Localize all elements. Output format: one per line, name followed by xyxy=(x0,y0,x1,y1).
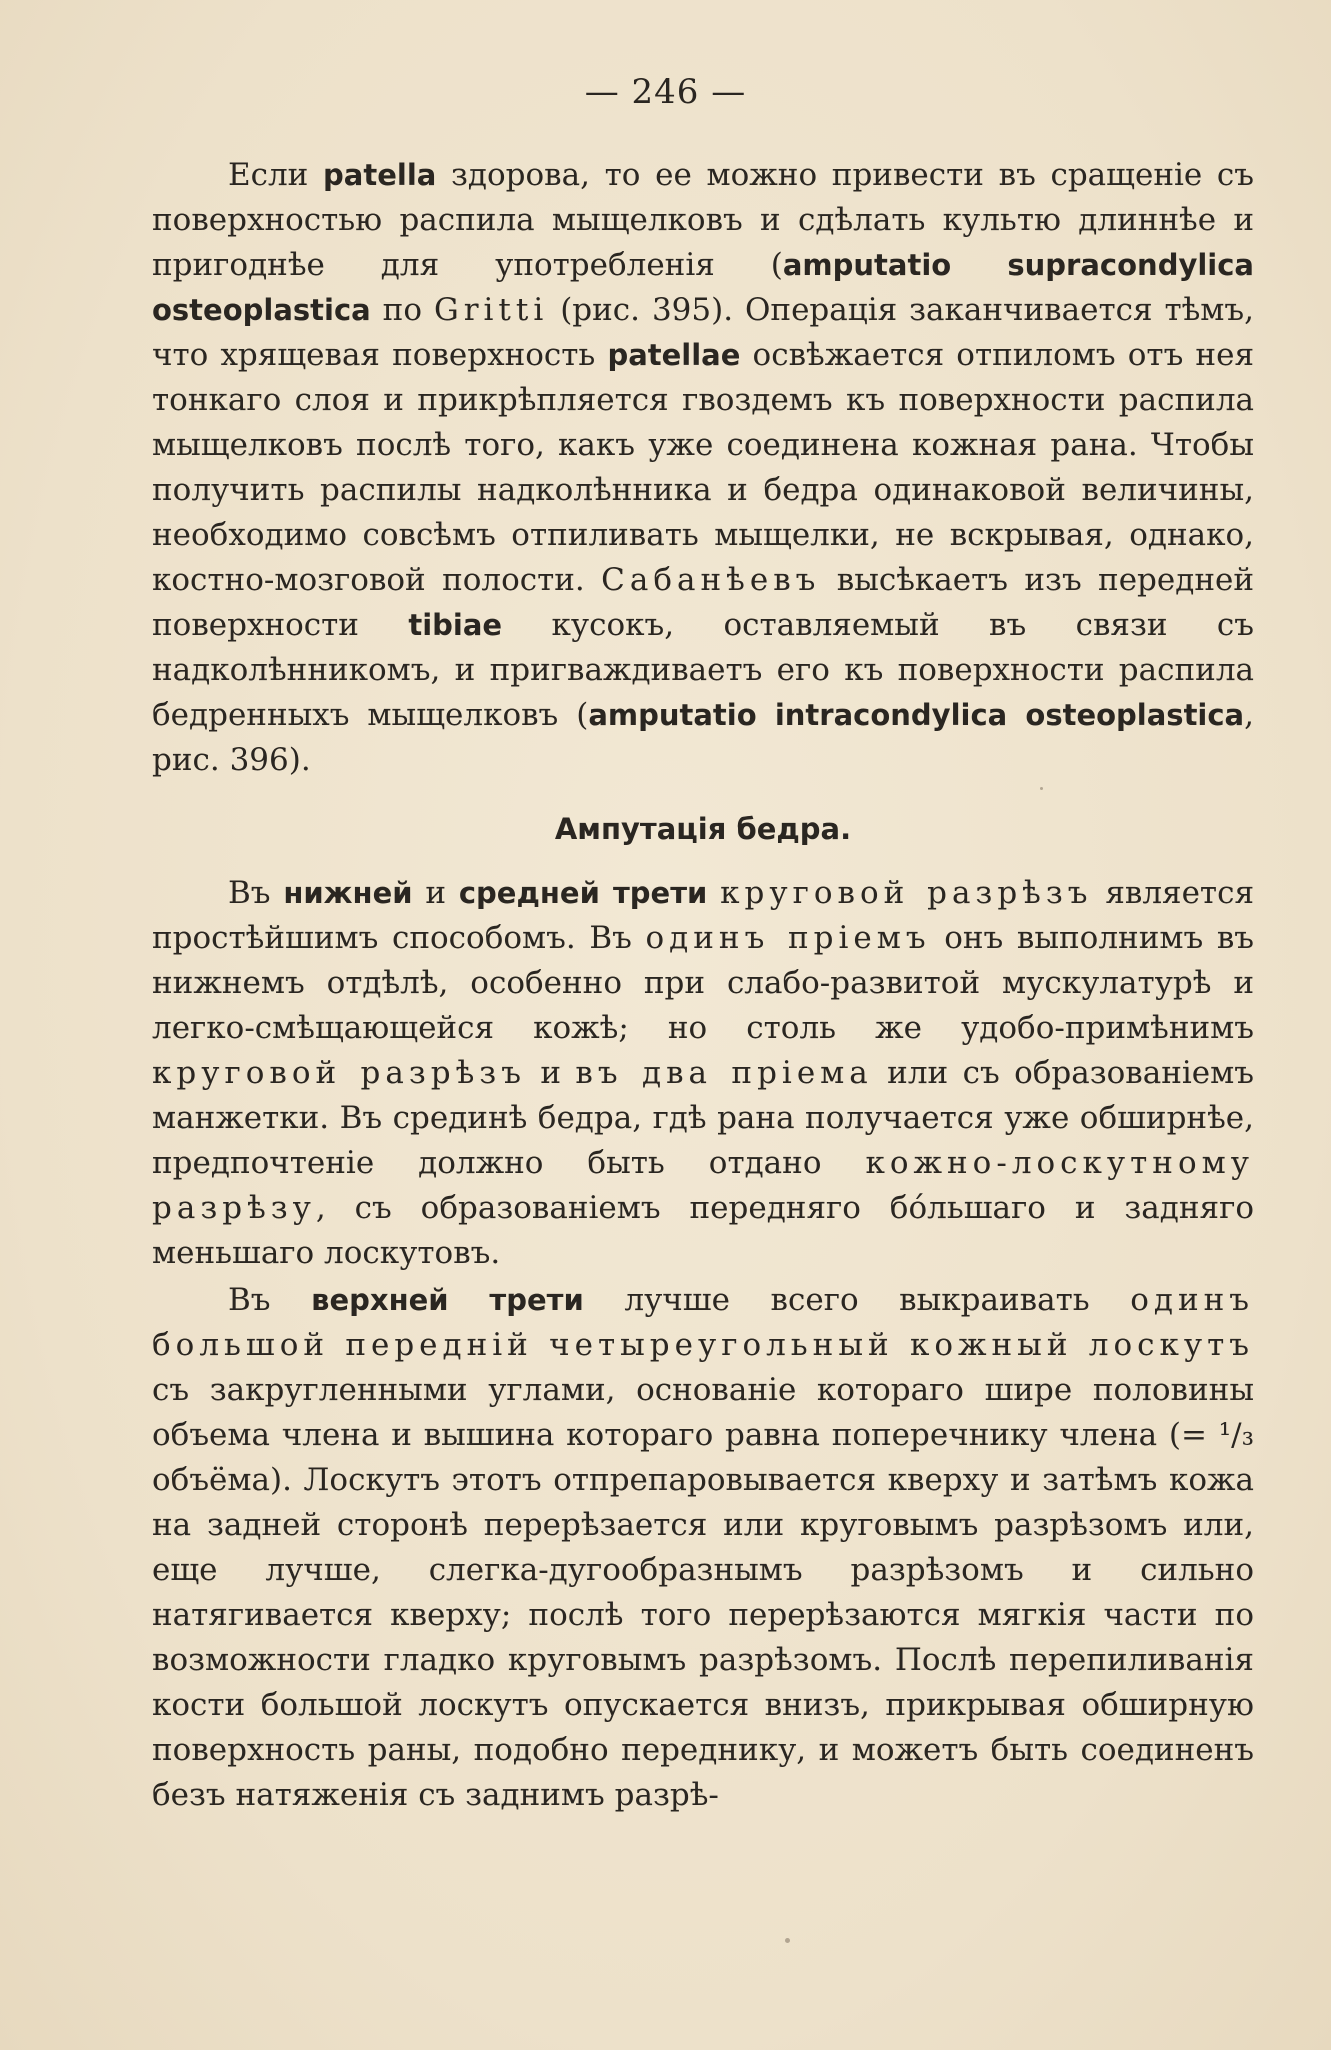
spaced-term: одинъ пріемъ xyxy=(645,920,931,956)
section-heading: Ампутація бедра. xyxy=(554,812,852,846)
author-name: Сабанѣевъ xyxy=(601,562,821,598)
text-run: , рис. 396). xyxy=(152,697,1254,778)
text-run: здорова, то ее можно привести въ сращеніе съ поверхностью распила мыщелковъ и сдѣлать культю длиннѣе и пригоднѣе для употребленія ( xyxy=(152,157,1255,283)
latin-term: amputatio intracondylica osteoplastica xyxy=(588,698,1245,732)
text-run xyxy=(707,875,720,911)
latin-term: patellae xyxy=(607,338,741,372)
spaced-term: круговой разрѣзъ xyxy=(720,875,1093,911)
spaced-term: круговой разрѣзъ xyxy=(152,1055,526,1091)
body-text xyxy=(152,153,1254,1818)
text-run: Въ xyxy=(228,1282,312,1318)
text-run: кусокъ, оставляемый въ связи съ надколѣнникомъ, и пригваждиваетъ его къ поверхности распила бедренныхъ мыщелковъ ( xyxy=(152,607,1254,733)
text-run: Въ xyxy=(228,875,284,911)
text-run: и xyxy=(412,875,459,911)
spaced-term: кожно-лоскутному разрѣзу xyxy=(152,1145,1254,1226)
text-run: Если xyxy=(228,157,324,193)
spaced-term: одинъ большой передній четыреугольный кожный лоскутъ xyxy=(152,1282,1255,1363)
text-run: или съ образованіемъ манжетки. Въ срединѣ бедра, гдѣ рана получается уже обширнѣе, предпочтеніе должно быть отдано xyxy=(152,1055,1254,1181)
text-run: онъ выполнимъ въ нижнемъ отдѣлѣ, особенно при слабо-развитой мускулатурѣ и легко-смѣщающейся кожѣ; но столь же удобо-примѣнимъ xyxy=(152,920,1255,1046)
text-run: по xyxy=(370,292,434,328)
text-run: (рис. 395). Операція заканчивается тѣмъ, что хрящевая поверхность xyxy=(152,292,1254,373)
spaced-term: въ два пріема xyxy=(575,1055,873,1091)
paper-speck xyxy=(785,1938,790,1943)
author-name: Gritti xyxy=(433,292,549,328)
bold-term: верхней трети xyxy=(311,1283,584,1317)
text-run: высѣкаетъ изъ передней поверхности xyxy=(152,562,1254,643)
bold-term: средней трети xyxy=(458,876,708,910)
paragraph-gritti xyxy=(152,153,1254,783)
bold-term: нижней xyxy=(283,876,413,910)
text-run: съ закругленными углами, основаніе котораго шире половины объема члена и вышина котораго равна поперечнику члена (= ¹/₃ объёма). Лоскутъ этотъ отпрепаровывается кверху и затѣмъ кожа на задней сторонѣ перерѣзается или круговымъ разрѣзомъ или, еще лучше, слегка-дугообразнымъ разрѣзомъ и сильно натягивается кверху; послѣ того перерѣзаются мягкія части по возможности гладко круговымъ разрѣзомъ. Послѣ перепиливанія кости большой лоскутъ опускается внизъ, прикрывая обширную поверхность раны, подобно переднику, и можетъ быть соединенъ безъ натяженія съ заднимъ разрѣ- xyxy=(152,1372,1254,1813)
paper-speck xyxy=(1040,787,1043,790)
paragraph-upper-third xyxy=(152,1278,1254,1818)
latin-term: tibiae xyxy=(408,608,503,642)
text-run: освѣжается отпиломъ отъ нея тонкаго слоя и прикрѣпляется гвоздемъ къ поверхности распила мыщелковъ послѣ того, какъ уже соединена кожная рана. Чтобы получить распилы надколѣнника и бедра одинаковой величины, необходимо совсѣмъ отпиливать мыщелки, не вскрывая, однако, костно-мозговой полости. xyxy=(152,337,1254,598)
text-run: и xyxy=(525,1055,576,1091)
latin-term: patella xyxy=(323,158,437,192)
text-run: является простѣйшимъ способомъ. Въ xyxy=(152,875,1254,956)
page-number: — 246 — xyxy=(584,72,747,112)
text-run: лучше всего выкраивать xyxy=(583,1282,1131,1318)
paragraph-lower-middle-third xyxy=(152,871,1254,1276)
latin-term: amputatio supracondylica osteoplastica xyxy=(152,248,1254,327)
text-run: , съ образованіемъ передняго бо́льшаго и задняго меньшаго лоскутовъ. xyxy=(152,1190,1254,1271)
